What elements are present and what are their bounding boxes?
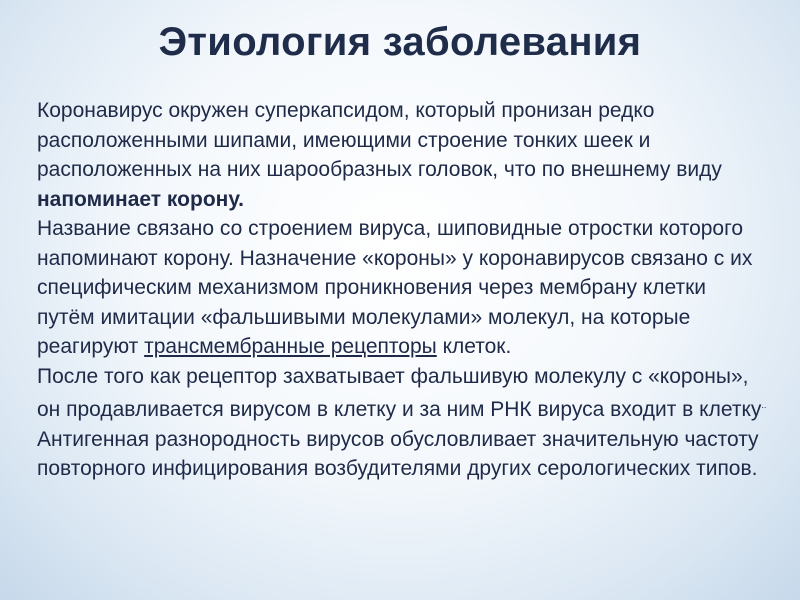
transmembrane-receptors-link[interactable]: трансмембранные рецепторы (144, 335, 437, 358)
paragraph-2-text-after: клеток. (436, 335, 512, 358)
reference-marker: .. (761, 400, 767, 410)
paragraph-3 (37, 362, 767, 484)
slide-title: Этиология заболевания (158, 20, 642, 64)
slide-body (37, 96, 767, 484)
paragraph-2 (37, 214, 767, 362)
paragraph-2-text-before: Название связано со строением вируса, шиповидные отростки которого напоминают корону. Назначение «короны» у коронавирусов связано с их специфическим механизмом проникновения через мембрану клетки путём имитации «фальшивыми молекулами» молекул, на которые реагируют (37, 217, 753, 358)
paragraph-3-text-after: Антигенная разнородность вирусов обусловливает значительную частоту повторного инфицирования возбудителями других серологических типов. (37, 427, 759, 480)
paragraph-1 (37, 96, 767, 214)
paragraph-1-text: Коронавирус окружен суперкапсидом, который пронизан редко расположенными шипами, имеющими строение тонких шеек и расположенных на них шарообразных головок, что по внешнему виду (37, 99, 722, 181)
paragraph-3-text-before: После того как рецептор захватывает фальшивую молекулу с «короны», он продавливается вирусом в клетку и за ним РНК вируса входит в клетку (37, 364, 762, 421)
paragraph-1-bold-text: напоминает корону. (37, 187, 244, 211)
